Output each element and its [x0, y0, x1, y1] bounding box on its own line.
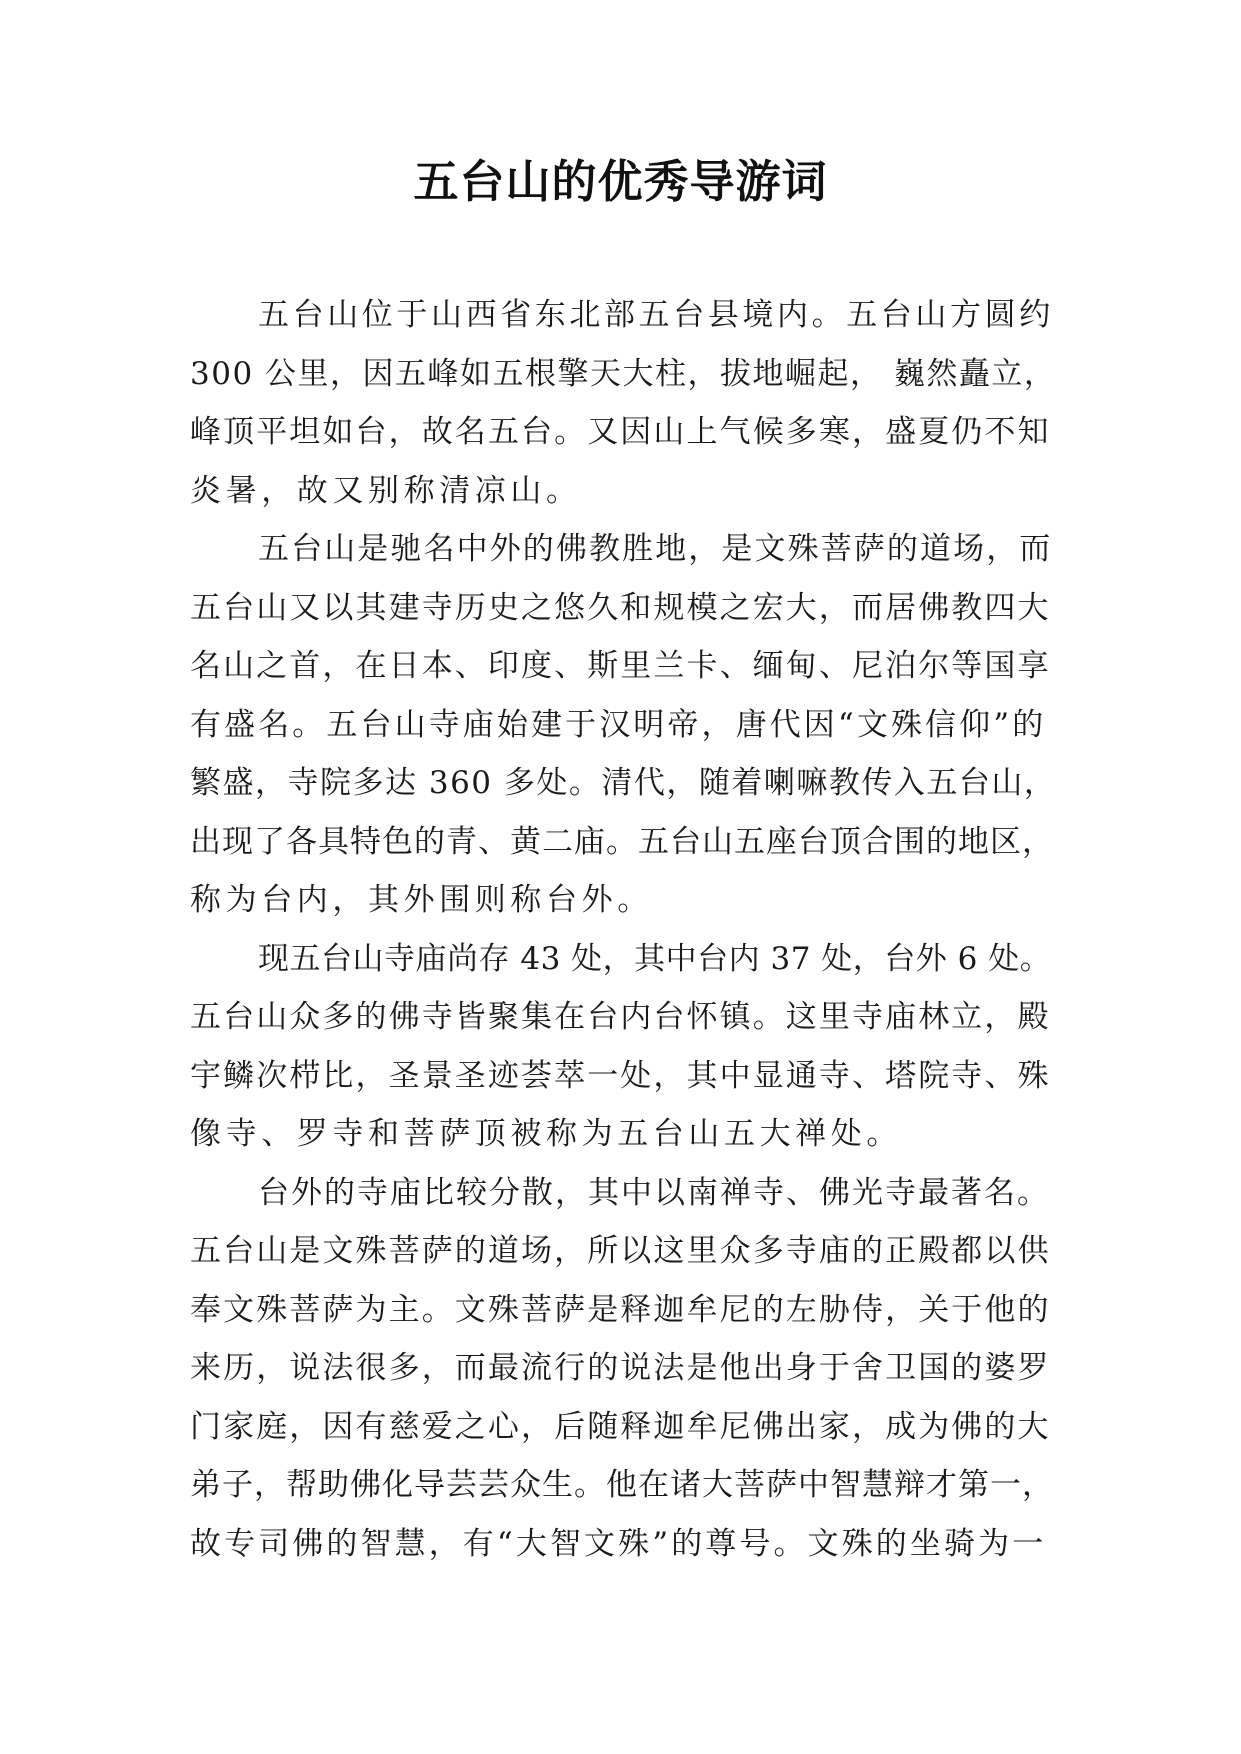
text-line: 来历，说法很多，而最流行的说法是他出身于舍卫国的婆罗 — [190, 1350, 1051, 1386]
text-line: 五台山众多的佛寺皆聚集在台内台怀镇。这里寺庙林立，殿 — [190, 999, 1051, 1035]
document-body — [190, 286, 1056, 1573]
text-line: 炎暑，故又别称清凉山。 — [190, 472, 582, 509]
text-line: 现五台山寺庙尚存 43 处，其中台内 37 处，台外 6 处。 — [258, 940, 1052, 977]
text-line: 有盛名。五台山寺庙始建于汉明帝，唐代因“文殊信仰”的 — [190, 706, 1047, 743]
text-line: 弟子，帮助佛化导芸芸众生。他在诸大菩萨中智慧辩才第一， — [190, 1467, 1054, 1503]
text-line: 门家庭，因有慈爱之心，后随释迦牟尼佛出家，成为佛的大 — [190, 1408, 1051, 1445]
text-line: 名山之首，在日本、印度、斯里兰卡、缅甸、尼泊尔等国享 — [190, 648, 1051, 684]
text-line: 五台山是驰名中外的佛教胜地，是文殊菩萨的道场，而 — [258, 531, 1053, 567]
text-line: 奉文殊菩萨为主。文殊菩萨是释迦牟尼的左胁侍，关于他的 — [190, 1291, 1051, 1328]
text-line: 称为台内，其外围则称台外。 — [190, 882, 653, 918]
text-line: 300 公里，因五峰如五根擎天大柱，拔地崛起， 巍然矗立， — [190, 355, 1057, 392]
text-line: 五台山又以其建寺历史之悠久和规模之宏大，而居佛教四大 — [190, 589, 1051, 626]
text-line: 五台山位于山西省东北部五台县境内。五台山方圆约 — [258, 297, 1054, 333]
text-line: 峰顶平坦如台，故名五台。又因山上气候多寒，盛夏仍不知 — [190, 414, 1051, 450]
text-line: 宇鳞次栉比，圣景圣迹荟萃一处，其中显通寺、塔院寺、殊 — [190, 1057, 1051, 1094]
text-line: 出现了各具特色的青、黄二庙。五台山五座台顶合围的地区， — [190, 823, 1054, 860]
text-line: 像寺、罗寺和菩萨顶被称为五台山五大禅处。 — [190, 1116, 902, 1152]
text-line: 故专司佛的智慧，有“大智文殊”的尊号。文殊的坐骑为一 — [190, 1525, 1047, 1562]
text-line: 繁盛，寺院多达 360 多处。清代，随着喇嘛教传入五台山， — [190, 765, 1057, 801]
text-line: 台外的寺庙比较分散，其中以南禅寺、佛光寺最著名。 — [258, 1174, 1050, 1211]
text-line: 五台山是文殊菩萨的道场，所以这里众多寺庙的正殿都以供 — [190, 1233, 1051, 1269]
document-title: 五台山的优秀导游词 — [413, 155, 828, 208]
